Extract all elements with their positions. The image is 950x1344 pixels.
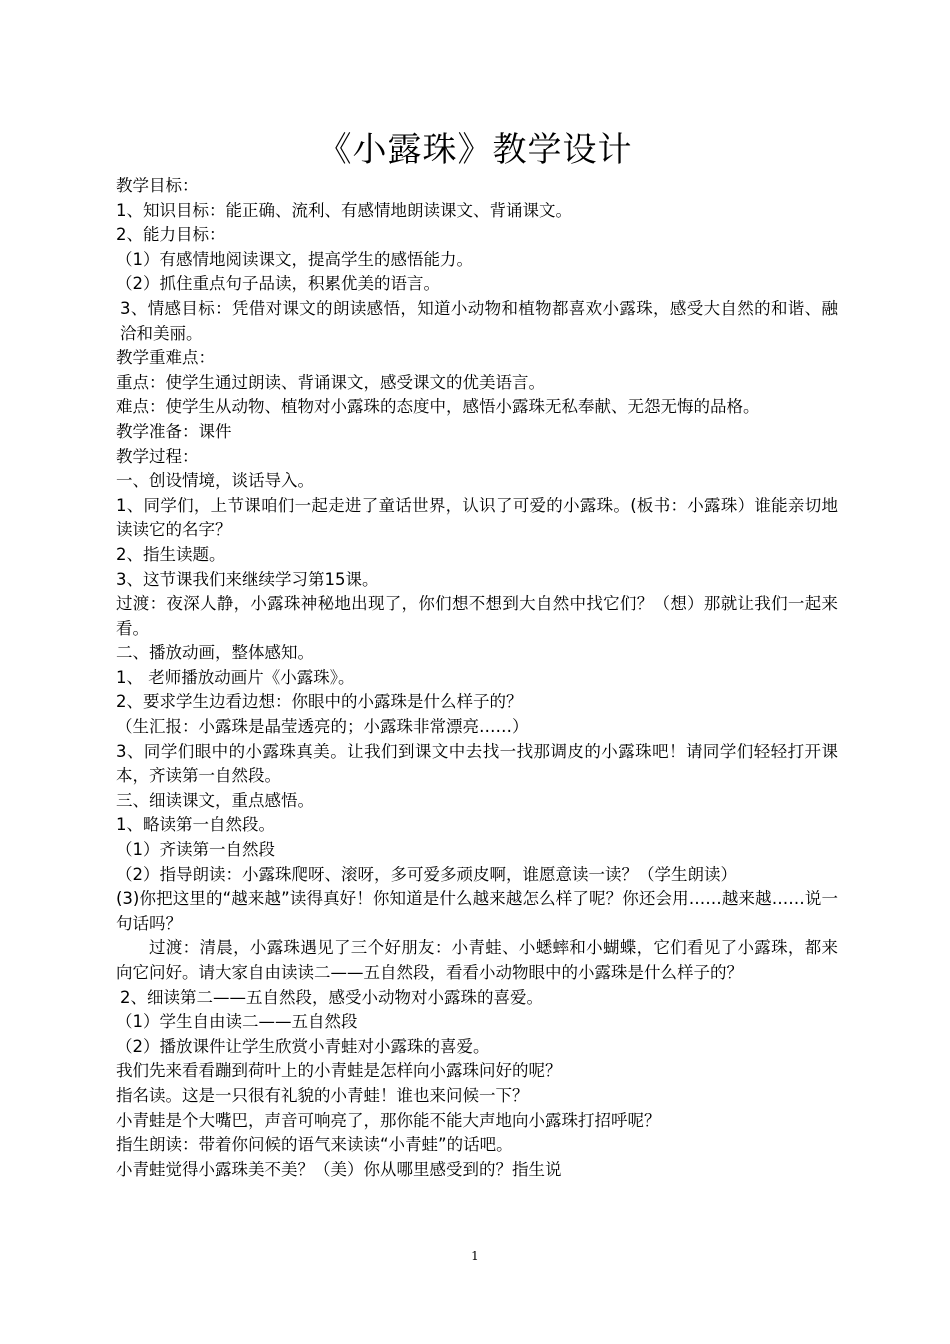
text-line: 3、这节课我们来继续学习第15课。 [116, 569, 379, 589]
text-line: （1）学生自由读二——五自然段 [116, 1012, 358, 1032]
document-body [116, 174, 838, 1182]
text-line: 二、播放动画，整体感知。 [116, 643, 314, 663]
text-line: （2）播放课件让学生欣赏小青蛙对小露珠的喜爱。 [116, 1036, 490, 1056]
text-line: （2）抓住重点句子品读，积累优美的语言。 [116, 274, 440, 294]
text-line: 难点：使学生从动物、植物对小露珠的态度中，感悟小露珠无私奉献、无怨无悔的品格。 [116, 397, 760, 417]
text-line: 教学目标： [116, 176, 199, 195]
text-line: （2）指导朗读：小露珠爬呀、滚呀，多可爱多顽皮啊，谁愿意读一读？（学生朗读） [116, 864, 737, 884]
text-line: 我们先来看看蹦到荷叶上的小青蛙是怎样向小露珠问好的呢？ [116, 1061, 562, 1081]
text-line: 2、能力目标： [116, 225, 226, 245]
text-line: 教学准备：课件 [116, 421, 232, 441]
text-line: （1）齐读第一自然段 [116, 840, 275, 860]
text-line: 2、指生读题。 [116, 544, 226, 564]
text-line: 三、细读课文，重点感悟。 [116, 790, 314, 810]
text-line: 指名读。这是一只很有礼貌的小青蛙！谁也来问候一下？ [116, 1085, 529, 1105]
document-title: 《小露珠》教学设计 [317, 130, 633, 170]
text-line: 重点：使学生通过朗读、背诵课文，感受课文的优美语言。 [116, 372, 545, 392]
text-line: 1、知识目标：能正确、流利、有感情地朗读课文、背诵课文。 [116, 200, 572, 220]
text-line: 教学重难点： [116, 348, 215, 368]
text-line: 1、 老师播放动画片《小露珠》。 [116, 667, 355, 687]
text-line: (3)你把这里的“越来越”读得真好！你知道是什么越来越怎么样了呢？你还会用……越来越……说一句话吗？ [116, 889, 838, 933]
text-line: （1）有感情地阅读课文，提高学生的感悟能力。 [116, 249, 473, 269]
text-line: 1、同学们，上节课咱们一起走进了童话世界，认识了可爱的小露珠。(板书：小露珠）谁能亲切地读读它的名字？ [116, 495, 838, 540]
text-line: 小青蛙觉得小露珠美不美？（美）你从哪里感受到的？指生说 [116, 1159, 562, 1179]
text-line: 小青蛙是个大嘴巴，声音可响亮了，那你能不能大声地向小露珠打招呼呢？ [116, 1110, 661, 1130]
page-number: 1 [471, 1249, 479, 1263]
text-line: 3、同学们眼中的小露珠真美。让我们到课文中去找一找那调皮的小露珠吧！请同学们轻轻打开课本，齐读第一自然段。 [116, 741, 838, 786]
text-line: 1、略读第一自然段。 [116, 815, 275, 835]
text-line: 3、情感目标：凭借对课文的朗读感悟，知道小动物和植物都喜欢小露珠，感受大自然的和谐、融洽和美丽。 [120, 298, 838, 343]
text-line: 2、要求学生边看边想：你眼中的小露珠是什么样子的？ [116, 692, 523, 712]
text-line: （生汇报：小露珠是晶莹透亮的；小露珠非常漂亮……） [116, 717, 529, 737]
text-line: 教学过程： [116, 446, 199, 466]
text-line: 过渡：夜深人静，小露珠神秘地出现了，你们想不想到大自然中找它们？（想）那就让我们一起来看。 [116, 594, 838, 638]
text-line: 指生朗读：带着你问候的语气来读读“小青蛙”的话吧。 [116, 1135, 513, 1155]
text-line: 一、创设情境，谈话导入。 [116, 471, 314, 491]
text-line: 过渡：清晨，小露珠遇见了三个好朋友：小青蛙、小蟋蟀和小蝴蝶，它们看见了小露珠，都来向它问好。请大家自由读读二——五自然段，看看小动物眼中的小露珠是什么样子的？ [116, 938, 838, 982]
text-line: 2、细读第二——五自然段，感受小动物对小露珠的喜爱。 [120, 987, 543, 1007]
